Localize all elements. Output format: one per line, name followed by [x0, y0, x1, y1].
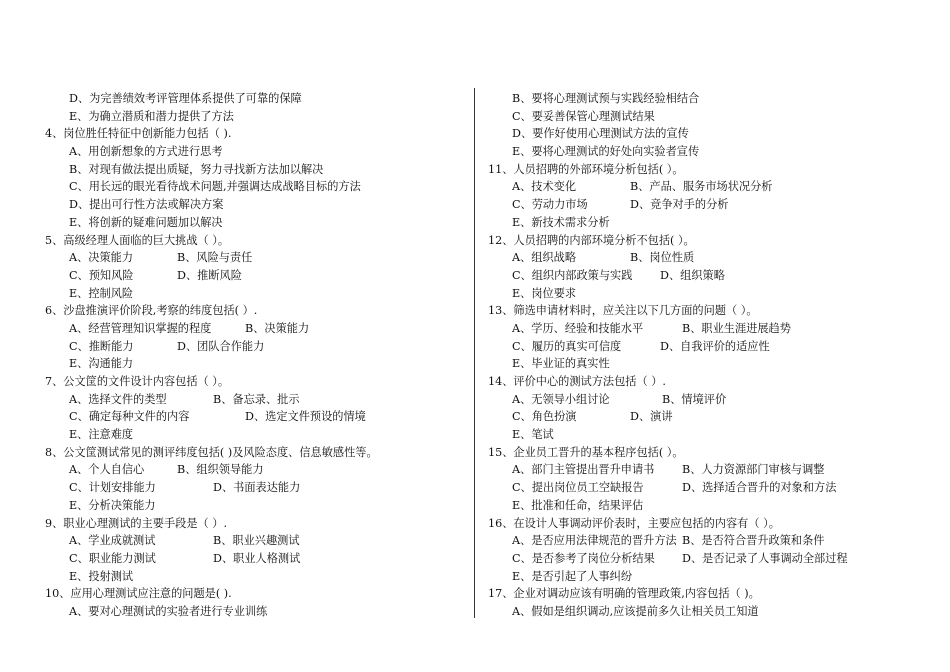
option-text: D、要作好使用心理测试方法的宣传 [512, 127, 689, 141]
option-text: D、团队合作能力 [177, 339, 265, 353]
question-text [45, 232, 470, 250]
option-text: A、经营管理知识掌握的程度 [69, 321, 212, 335]
option-text: D、为完善绩效考评管理体系提供了可靠的保障 [69, 92, 302, 105]
option-line [488, 108, 928, 126]
question-stem: 11、人员招聘的外部环境分析包括( ）。 [488, 162, 684, 176]
option-text: C、要妥善保管心理测试结果 [512, 109, 655, 123]
option-line [488, 532, 928, 550]
option-line [488, 196, 928, 214]
option-text: B、组织领导能力 [177, 463, 264, 477]
option-line [488, 90, 928, 108]
right-column [488, 90, 928, 621]
option-line [488, 143, 928, 161]
question-text [45, 515, 470, 533]
option-line [45, 320, 470, 338]
option-text: C、用长远的眼光看待战术问题,并强调达成战略目标的方法 [69, 180, 361, 194]
question-stem: 9、职业心理测试的主要手段是（ ）. [45, 516, 228, 530]
option-line [45, 338, 470, 356]
option-text: E、控制风险 [69, 286, 134, 300]
option-text: C、提出岗位员工空缺报告 [512, 481, 644, 495]
option-text: B、职业兴趣测试 [213, 534, 300, 548]
option-text: B、对现有做法提出质疑，努力寻找新方法加以解决 [69, 162, 324, 176]
option-line [488, 550, 928, 568]
option-text: C、是否参考了岗位分析结果 [512, 551, 655, 565]
option-text: E、笔试 [512, 428, 554, 442]
option-text: D、是否记录了人事调动全部过程 [682, 551, 848, 565]
option-line [45, 532, 470, 550]
option-text: D、自我评价的适应性 [660, 339, 770, 353]
option-text: D、组织策略 [660, 268, 725, 282]
option-text: E、注意难度 [69, 428, 134, 442]
option-text: A、要对心理测试的实验者进行专业训练 [69, 604, 268, 618]
option-text: A、学历、经验和技能水平 [512, 321, 644, 335]
option-line [45, 267, 470, 285]
option-text: A、部门主管提出晋升申请书 [512, 463, 655, 477]
option-line [488, 461, 928, 479]
option-text: D、选择适合晋升的对象和方法 [682, 481, 837, 495]
option-line [488, 125, 928, 143]
option-text: E、是否引起了人事纠纷 [512, 569, 633, 583]
question-stem: 13、筛选申请材料时，应关注以下几方面的问题（ ）。 [488, 304, 758, 318]
option-line [45, 285, 470, 303]
option-text: E、分析决策能力 [69, 498, 156, 512]
question-text [488, 515, 928, 533]
option-line [488, 267, 928, 285]
option-text: B、风险与责任 [177, 251, 253, 265]
option-line [488, 178, 928, 196]
question-stem: 16、在设计人事调动评价表时，主要应包括的内容有（ ）。 [488, 516, 780, 530]
question-text [45, 373, 470, 391]
question-text [45, 302, 470, 320]
option-line [45, 603, 470, 621]
option-text: E、为确立潜质和潜力提供了方法 [69, 109, 234, 123]
option-line [488, 408, 928, 426]
option-line [45, 108, 470, 126]
column-divider [474, 88, 475, 618]
option-text: C、预知风险 [69, 268, 134, 282]
option-text: E、要将心理测试的好处向实验者宣传 [512, 145, 700, 159]
question-stem: 15、企业员工晋升的基本程序包括( ）。 [488, 445, 684, 459]
option-text: A、用创新想象的方式进行思考 [69, 145, 223, 159]
option-text: A、决策能力 [69, 251, 134, 265]
option-text: A、无领导小组讨论 [512, 392, 610, 406]
option-text: C、计划安排能力 [69, 481, 156, 495]
option-line [45, 196, 470, 214]
option-line [488, 568, 928, 586]
question-stem: 17、企业对调动应该有明确的管理政策,内容包括（ )。 [488, 587, 760, 601]
option-text: D、竞争对手的分析 [630, 198, 729, 212]
question-stem: 12、人员招聘的内部环境分析不包括( ）。 [488, 233, 695, 247]
option-text: D、选定文件预设的情境 [245, 410, 366, 424]
option-text: B、产品、服务市场状况分析 [630, 180, 773, 194]
option-line [45, 497, 470, 515]
option-text: A、个人自信心 [69, 463, 145, 477]
question-text [488, 302, 928, 320]
option-line [45, 249, 470, 267]
option-text: D、推断风险 [177, 268, 242, 282]
option-text: B、情境评价 [662, 392, 727, 406]
question-text [45, 585, 470, 603]
option-text: C、组织内部政策与实践 [512, 268, 633, 282]
option-text: C、推断能力 [69, 339, 134, 353]
option-text: D、书面表达能力 [213, 481, 301, 495]
option-text: E、毕业证的真实性 [512, 357, 610, 371]
option-text: E、投射测试 [69, 569, 134, 583]
option-line [45, 391, 470, 409]
option-text: A、学业成就测试 [69, 534, 156, 548]
option-text: C、确定每种文件的内容 [69, 410, 190, 424]
option-line [45, 568, 470, 586]
option-text: B、备忘录、批示 [213, 392, 300, 406]
question-text [45, 125, 470, 143]
option-line [45, 143, 470, 161]
option-line [488, 338, 928, 356]
option-line [45, 479, 470, 497]
option-line [488, 214, 928, 232]
option-line [488, 355, 928, 373]
question-stem: 7、公文筐的文件设计内容包括（ ）。 [45, 375, 230, 388]
option-text: D、演讲 [630, 410, 673, 424]
option-line [45, 355, 470, 373]
question-text [488, 232, 928, 250]
option-text: B、岗位性质 [630, 251, 695, 265]
option-line [488, 320, 928, 338]
option-text: C、职业能力测试 [69, 551, 156, 565]
option-line [45, 178, 470, 196]
option-text: A、选择文件的类型 [69, 392, 167, 406]
question-stem: 14、评价中心的测试方法包括（ ）. [488, 375, 666, 388]
option-text: C、履历的真实可信度 [512, 339, 622, 353]
option-text: C、劳动力市场 [512, 198, 588, 212]
option-line [45, 461, 470, 479]
question-text [488, 161, 928, 179]
option-text: D、职业人格测试 [213, 551, 301, 565]
option-line [488, 479, 928, 497]
option-text: E、将创新的疑难问题加以解决 [69, 215, 223, 229]
option-line [488, 249, 928, 267]
question-text [488, 585, 928, 603]
option-line [488, 391, 928, 409]
option-text: C、角色扮演 [512, 410, 577, 424]
option-line [45, 90, 470, 108]
option-text: B、职业生涯进展趋势 [682, 321, 791, 335]
option-text: E、岗位要求 [512, 286, 577, 300]
option-text: B、人力资源部门审核与调整 [682, 463, 825, 477]
question-text [45, 444, 470, 462]
option-line [45, 161, 470, 179]
option-text: A、假如是组织调动,应该提前多久让相关员工知道 [512, 604, 759, 618]
option-text: B、是否符合晋升政策和条件 [682, 534, 825, 548]
option-text: E、批准和任命，结果评估 [512, 498, 644, 512]
option-text: A、组织战略 [512, 251, 577, 265]
option-text: A、技术变化 [512, 180, 577, 194]
option-text: B、决策能力 [245, 321, 310, 335]
option-text: E、新技术需求分析 [512, 215, 610, 229]
option-text: B、要将心理测试预与实践经验相结合 [512, 92, 700, 105]
option-line [488, 603, 928, 621]
question-stem: 6、沙盘推演评价阶段,考察的纬度包括( ）. [45, 304, 258, 318]
question-stem: 10、应用心理测试应注意的问题是( ). [45, 587, 232, 601]
question-text [488, 373, 928, 391]
option-line [45, 214, 470, 232]
option-line [45, 408, 470, 426]
option-line [45, 550, 470, 568]
question-stem: 8、公文筐测试常见的测评纬度包括( )及风险态度、信息敏感性等。 [45, 445, 378, 459]
option-line [488, 285, 928, 303]
option-text: D、提出可行性方法或解决方案 [69, 198, 224, 212]
option-text: E、沟通能力 [69, 357, 134, 371]
question-stem: 4、岗位胜任特征中创新能力包括（ ). [45, 127, 232, 141]
option-line [45, 426, 470, 444]
question-text [488, 444, 928, 462]
option-line [488, 426, 928, 444]
left-column [45, 90, 470, 621]
option-line [488, 497, 928, 515]
option-text: A、是否应用法律规范的晋升方法 [512, 534, 677, 548]
question-stem: 5、高级经理人面临的巨大挑战（ ）。 [45, 233, 230, 247]
